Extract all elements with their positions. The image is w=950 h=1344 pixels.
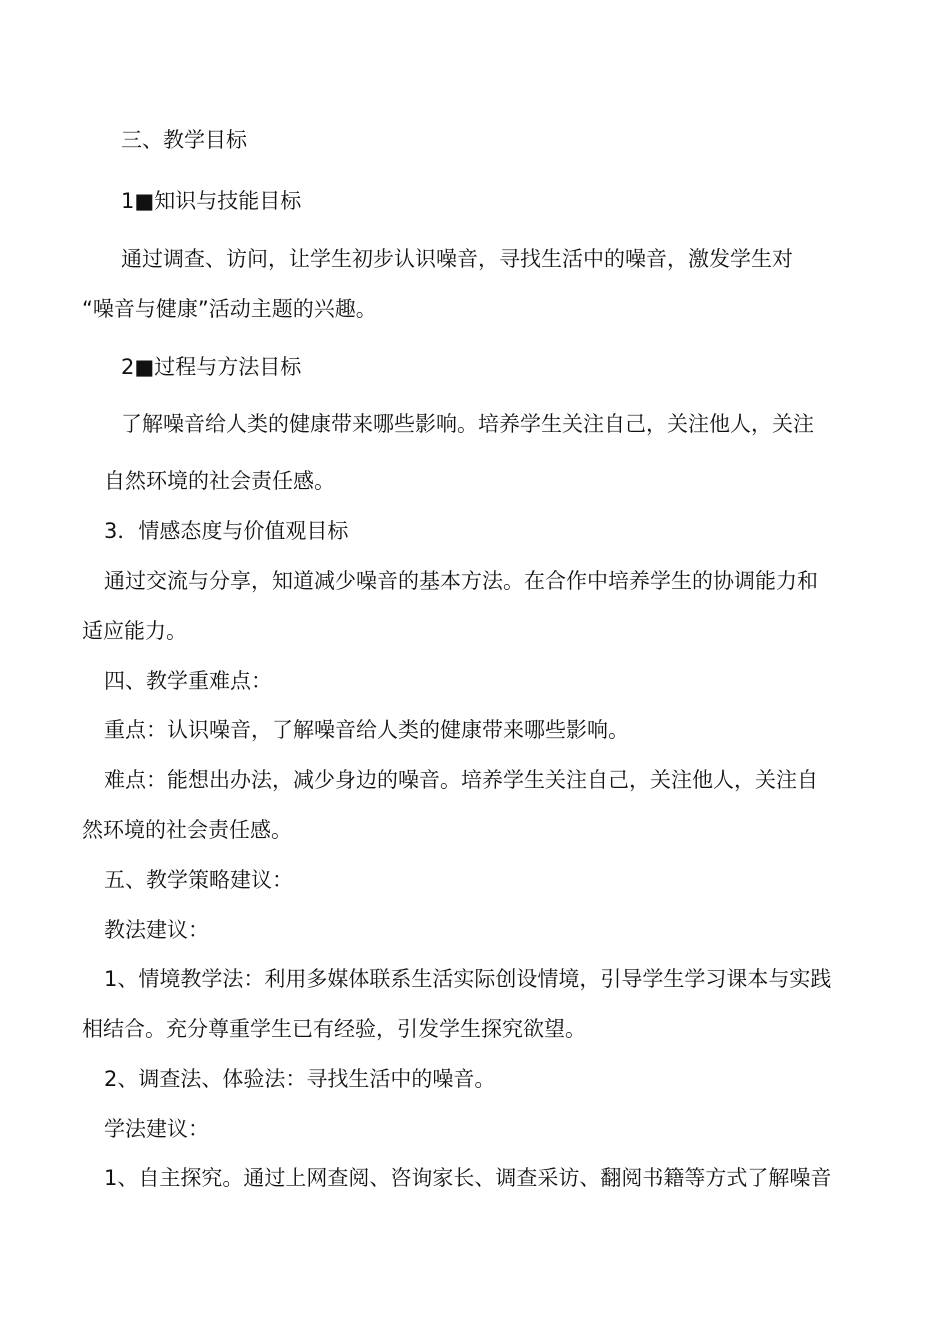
paragraph-line: “噪音与健康”活动主题的兴趣。 <box>82 297 377 321</box>
paragraph-line: 重点：认识噪音，了解噪音给人类的健康带来哪些影响。 <box>104 718 629 742</box>
paragraph-line: 难点：能想出办法，减少身边的噪音。培养学生关注自己，关注他人，关注自 <box>104 768 818 792</box>
paragraph-line: 了解噪音给人类的健康带来哪些影响。培养学生关注自己，关注他人，关注 <box>121 412 814 436</box>
paragraph-line: 相结合。充分尊重学生已有经验，引发学生探究欲望。 <box>82 1017 586 1041</box>
paragraph-line: 然环境的社会责任感。 <box>82 818 292 842</box>
section-heading-teaching-goals: 三、教学目标 <box>121 128 247 152</box>
subheading-emotion-values: 3．情感态度与价值观目标 <box>104 519 349 543</box>
section-heading-key-points: 四、教学重难点： <box>104 669 272 693</box>
paragraph-line: 通过调查、访问，让学生初步认识噪音，寻找生活中的噪音，激发学生对 <box>121 247 793 271</box>
subheading-teaching-methods: 教法建议： <box>104 918 209 942</box>
paragraph-line: 1、自主探究。通过上网查阅、咨询家长、调查采访、翻阅书籍等方式了解噪音 <box>104 1166 832 1190</box>
section-heading-strategy: 五、教学策略建议： <box>104 868 293 892</box>
paragraph-line: 自然环境的社会责任感。 <box>104 469 335 493</box>
subheading-process-methods: 2■过程与方法目标 <box>121 355 302 379</box>
paragraph-line: 适应能力。 <box>82 619 187 643</box>
subheading-learning-methods: 学法建议： <box>104 1117 209 1141</box>
paragraph-line: 2、调查法、体验法：寻找生活中的噪音。 <box>104 1067 496 1091</box>
paragraph-line: 通过交流与分享，知道减少噪音的基本方法。在合作中培养学生的协调能力和 <box>104 569 818 593</box>
paragraph-line: 1、情境教学法：利用多媒体联系生活实际创设情境，引导学生学习课本与实践 <box>104 967 832 991</box>
subheading-knowledge-skills: 1■知识与技能目标 <box>121 189 302 213</box>
